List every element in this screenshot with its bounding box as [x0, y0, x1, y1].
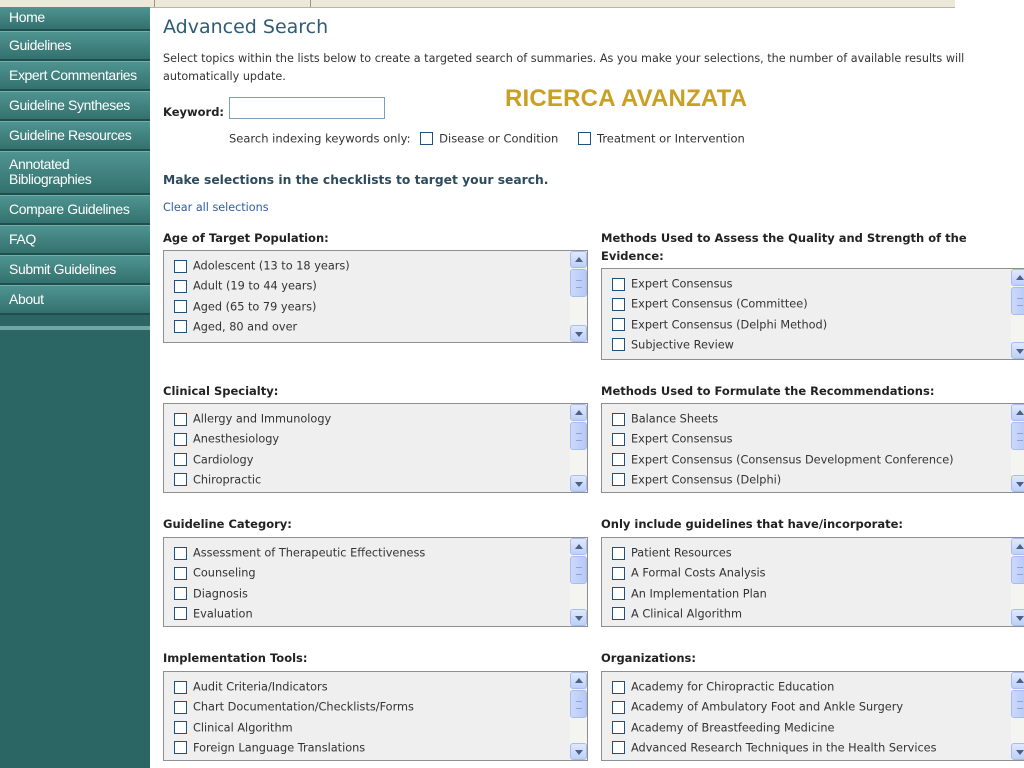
checklist-item[interactable] — [174, 546, 425, 566]
checklist-item-label: Aged, 80 and over — [193, 320, 298, 334]
checklist-checkbox[interactable] — [174, 320, 187, 333]
checklist-scrollbar[interactable] — [570, 251, 587, 342]
checklist-item-label: Academy for Chiropractic Education — [631, 680, 835, 694]
checklist-checkbox[interactable] — [174, 300, 187, 313]
checklist-item[interactable] — [174, 741, 414, 761]
checklist-checkbox[interactable] — [612, 681, 625, 694]
sidebar-item-submit-guidelines[interactable]: Submit Guidelines — [0, 255, 150, 285]
scroll-thumb[interactable] — [570, 690, 587, 718]
category-section-title: Guideline Category: — [163, 517, 292, 531]
checklist-item-label: Expert Consensus (Delphi) — [631, 473, 782, 487]
orgs-checklist — [601, 671, 1024, 761]
checklist-item-label: A Formal Costs Analysis — [631, 566, 766, 580]
treatment-intervention-label: Treatment or Intervention — [596, 131, 745, 146]
disease-condition-checkbox[interactable] — [420, 132, 433, 145]
checklist-item-label: Cardiology — [193, 453, 254, 467]
sidebar-item-home[interactable]: Home — [0, 7, 150, 31]
checklist-item[interactable] — [612, 680, 937, 700]
checklist-checkbox[interactable] — [174, 547, 187, 560]
checklist-checkbox[interactable] — [612, 298, 625, 311]
checklist-item[interactable] — [612, 432, 954, 452]
checklist-item[interactable] — [174, 412, 331, 432]
checklist-item-label: Foreign Language Translations — [193, 741, 366, 755]
checklist-checkbox[interactable] — [174, 567, 187, 580]
checklist-items — [612, 546, 767, 627]
checklist-scrollbar[interactable] — [570, 538, 587, 626]
checklist-scrollbar[interactable] — [1011, 672, 1024, 760]
keyword-label: Keyword: — [163, 105, 225, 119]
checklist-checkbox[interactable] — [612, 547, 625, 560]
top-strip-divider — [154, 0, 155, 7]
checklist-checkbox[interactable] — [174, 587, 187, 600]
scroll-down-arrow-icon[interactable] — [1011, 609, 1024, 626]
checklist-scrollbar[interactable] — [1011, 538, 1024, 626]
checklist-item[interactable] — [612, 546, 767, 566]
scroll-thumb[interactable] — [1011, 422, 1024, 450]
checklist-checkbox[interactable] — [612, 338, 625, 351]
include-checklist — [601, 537, 1024, 627]
checklist-item[interactable] — [612, 721, 937, 741]
checklist-item[interactable] — [612, 318, 827, 338]
checklist-item[interactable] — [612, 587, 767, 607]
sidebar-item-compare-guidelines[interactable]: Compare Guidelines — [0, 195, 150, 225]
checklist-item-label: Aged (65 to 79 years) — [193, 300, 317, 314]
scroll-thumb[interactable] — [1011, 556, 1024, 584]
scroll-thumb[interactable] — [1011, 287, 1024, 315]
checklist-heading: Make selections in the checklists to target your search. — [163, 173, 549, 187]
scroll-up-arrow-icon[interactable] — [570, 404, 587, 421]
checklist-item[interactable] — [174, 432, 331, 452]
intro-text: Select topics within the lists below to create a targeted search of summaries. As you make your selections, the number of available results will automatically update. — [163, 52, 965, 83]
checklist-item-label: Chiropractic — [193, 473, 262, 487]
sidebar-item-about[interactable]: About — [0, 285, 150, 315]
scroll-down-arrow-icon[interactable] — [570, 475, 587, 492]
checklist-checkbox[interactable] — [174, 260, 187, 273]
tools-section-title: Implementation Tools: — [163, 651, 308, 665]
checklist-scrollbar[interactable] — [570, 404, 587, 492]
checklist-items — [174, 412, 331, 493]
checklist-checkbox[interactable] — [174, 701, 187, 714]
methods-formulate-checklist — [601, 403, 1024, 493]
checklist-checkbox[interactable] — [612, 567, 625, 580]
checklist-item[interactable] — [174, 259, 350, 279]
checklist-scrollbar[interactable] — [1011, 404, 1024, 492]
checklist-item[interactable] — [174, 587, 425, 607]
index-keywords-label: Search indexing keywords only: — [229, 131, 411, 146]
checklist-checkbox[interactable] — [174, 473, 187, 486]
scroll-down-arrow-icon[interactable] — [570, 325, 587, 342]
checklist-item-label: Audit Criteria/Indicators — [193, 680, 328, 694]
checklist-item[interactable] — [612, 453, 954, 473]
checklist-checkbox[interactable] — [174, 741, 187, 754]
clear-all-link[interactable]: Clear all selections — [163, 201, 269, 214]
checklist-checkbox[interactable] — [174, 413, 187, 426]
sidebar-item-faq[interactable]: FAQ — [0, 225, 150, 255]
checklist-items — [612, 412, 954, 493]
checklist-item[interactable] — [174, 320, 350, 340]
checklist-checkbox[interactable] — [612, 318, 625, 331]
checklist-checkbox[interactable] — [612, 607, 625, 620]
checklist-checkbox[interactable] — [174, 607, 187, 620]
disease-condition-label: Disease or Condition — [439, 131, 559, 146]
treatment-intervention-checkbox[interactable] — [578, 132, 591, 145]
sidebar-item-guideline-resources[interactable]: Guideline Resources — [0, 121, 150, 151]
checklist-checkbox[interactable] — [612, 413, 625, 426]
sidebar-item-guidelines[interactable]: Guidelines — [0, 31, 150, 61]
checklist-item[interactable] — [174, 279, 350, 299]
checklist-checkbox[interactable] — [174, 721, 187, 734]
checklist-item-label: Expert Consensus — [631, 432, 733, 446]
scroll-down-arrow-icon[interactable] — [1011, 342, 1024, 359]
scroll-thumb[interactable] — [570, 422, 587, 450]
checklist-item[interactable] — [174, 721, 414, 741]
checklist-checkbox[interactable] — [174, 453, 187, 466]
checklist-item-label: Adolescent (13 to 18 years) — [193, 259, 350, 273]
checklist-scrollbar[interactable] — [1011, 269, 1024, 359]
checklist-item-label: Subjective Review — [631, 338, 734, 352]
checklist-item-label: Balance Sheets — [631, 412, 719, 426]
scroll-down-arrow-icon[interactable] — [1011, 743, 1024, 760]
checklist-checkbox[interactable] — [612, 453, 625, 466]
scroll-down-arrow-icon[interactable] — [570, 743, 587, 760]
checklist-item-label: Allergy and Immunology — [193, 412, 332, 426]
scroll-up-arrow-icon[interactable] — [1011, 404, 1024, 421]
checklist-item[interactable] — [612, 277, 827, 297]
specialty-section-title: Clinical Specialty: — [163, 384, 279, 398]
checklist-item[interactable] — [174, 300, 350, 320]
checklist-checkbox[interactable] — [174, 433, 187, 446]
checklist-items — [174, 546, 425, 627]
methods-formulate-section-title: Methods Used to Formulate the Recommendations: — [601, 384, 935, 398]
age-checklist — [163, 250, 588, 343]
scroll-up-arrow-icon[interactable] — [1011, 538, 1024, 555]
checklist-item-label: Patient Resources — [631, 546, 732, 560]
checklist-item[interactable] — [612, 297, 827, 317]
keyword-input[interactable] — [229, 97, 385, 119]
checklist-item-label: Adult (19 to 44 years) — [193, 279, 317, 293]
checklist-scrollbar[interactable] — [570, 672, 587, 760]
specialty-checklist — [163, 403, 588, 493]
category-checklist — [163, 537, 588, 627]
checklist-item-label: Diagnosis — [193, 587, 248, 601]
checklist-item-label: Academy of Breastfeeding Medicine — [631, 721, 835, 735]
sidebar-item-expert-commentaries[interactable]: Expert Commentaries — [0, 61, 150, 91]
checklist-item-label: Advanced Research Techniques in the Health Services — [631, 741, 937, 755]
checklist-item[interactable] — [612, 338, 827, 358]
methods-assess-section-title: Methods Used to Assess the Quality and Strength of the Evidence: — [601, 231, 967, 263]
sidebar-item-annotated-bibliographies[interactable]: Annotated Bibliographies — [0, 151, 150, 195]
include-section-title: Only include guidelines that have/incorporate: — [601, 517, 903, 531]
checklist-checkbox[interactable] — [612, 721, 625, 734]
checklist-item-label: Counseling — [193, 566, 256, 580]
checklist-item-label: Academy of Ambulatory Foot and Ankle Surgery — [631, 700, 904, 714]
checklist-item[interactable] — [612, 700, 937, 720]
scroll-thumb[interactable] — [570, 556, 587, 584]
checklist-item[interactable] — [174, 473, 331, 493]
checklist-items — [612, 680, 937, 761]
checklist-checkbox[interactable] — [612, 433, 625, 446]
checklist-item[interactable] — [174, 680, 414, 700]
scroll-up-arrow-icon[interactable] — [570, 538, 587, 555]
checklist-checkbox[interactable] — [174, 280, 187, 293]
checklist-item-label: Expert Consensus (Committee) — [631, 297, 808, 311]
checklist-item[interactable] — [612, 473, 954, 493]
tools-checklist — [163, 671, 588, 761]
checklist-item-label: Clinical Algorithm — [193, 721, 293, 735]
checklist-item-label: Expert Consensus (Consensus Development Conference) — [631, 453, 954, 467]
checklist-item[interactable] — [612, 412, 954, 432]
checklist-item-label: An Implementation Plan — [631, 587, 767, 601]
checklist-item-label: Anesthesiology — [193, 432, 280, 446]
checklist-item-label: Chart Documentation/Checklists/Forms — [193, 700, 414, 714]
checklist-items — [174, 680, 414, 761]
checklist-item[interactable] — [174, 607, 425, 627]
checklist-items — [174, 259, 350, 340]
age-section-title: Age of Target Population: — [163, 231, 329, 245]
checklist-item[interactable] — [174, 700, 414, 720]
checklist-items — [612, 277, 827, 358]
checklist-item-label: Expert Consensus (Delphi Method) — [631, 318, 828, 332]
sidebar-item-guideline-syntheses[interactable]: Guideline Syntheses — [0, 91, 150, 121]
scroll-down-arrow-icon[interactable] — [1011, 475, 1024, 492]
scroll-up-arrow-icon[interactable] — [1011, 672, 1024, 689]
checklist-checkbox[interactable] — [612, 587, 625, 600]
checklist-item[interactable] — [174, 566, 425, 586]
checklist-item[interactable] — [174, 453, 331, 473]
checklist-item[interactable] — [612, 566, 767, 586]
page-title: Advanced Search — [163, 16, 329, 38]
scroll-down-arrow-icon[interactable] — [570, 609, 587, 626]
index-keywords-row — [229, 131, 745, 146]
scroll-up-arrow-icon[interactable] — [1011, 269, 1024, 286]
methods-assess-checklist — [601, 268, 1024, 360]
scroll-thumb[interactable] — [570, 269, 587, 297]
checklist-item[interactable] — [612, 741, 937, 761]
main-content — [163, 0, 1024, 768]
checklist-item-label: Assessment of Therapeutic Effectiveness — [193, 546, 426, 560]
sidebar-nav — [0, 7, 150, 768]
checklist-checkbox[interactable] — [612, 741, 625, 754]
scroll-up-arrow-icon[interactable] — [570, 251, 587, 268]
checklist-item-label: A Clinical Algorithm — [631, 607, 742, 621]
sidebar-divider — [0, 326, 150, 330]
checklist-checkbox[interactable] — [612, 278, 625, 291]
scroll-thumb[interactable] — [1011, 690, 1024, 718]
checklist-item[interactable] — [612, 607, 767, 627]
checklist-item-label: Evaluation — [193, 607, 253, 621]
checklist-checkbox[interactable] — [174, 681, 187, 694]
checklist-item-label: Expert Consensus — [631, 277, 733, 291]
checklist-checkbox[interactable] — [612, 701, 625, 714]
orgs-section-title: Organizations: — [601, 651, 696, 665]
scroll-up-arrow-icon[interactable] — [570, 672, 587, 689]
checklist-checkbox[interactable] — [612, 473, 625, 486]
overlay-caption: RICERCA AVANZATA — [505, 85, 748, 112]
